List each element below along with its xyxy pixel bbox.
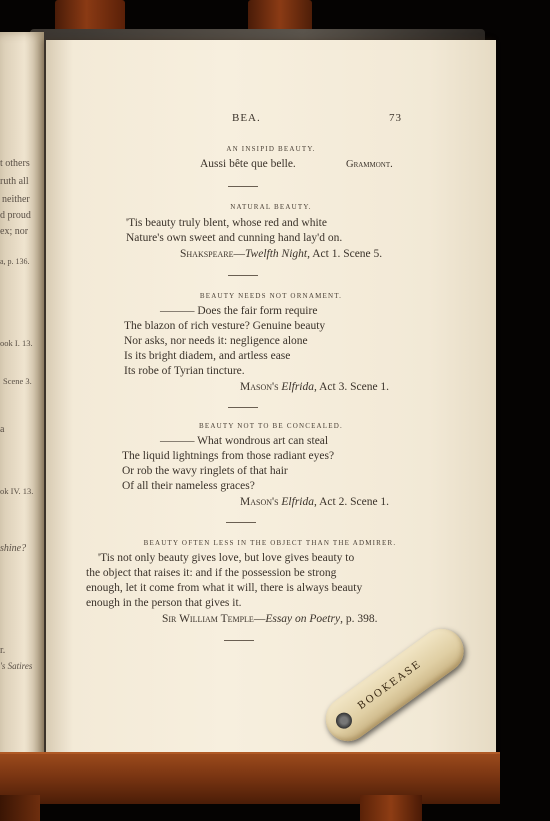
quote-line: The blazon of rich vesture? Genuine beauty xyxy=(124,320,326,332)
attribution-work: Elfrida xyxy=(281,496,314,508)
left-fragment: ok IV. 13. xyxy=(0,486,34,496)
easel-leg-right xyxy=(360,795,422,821)
quote-line: the object that raises it: and if the possession be strong xyxy=(86,567,337,579)
attribution-rest: , Act 2. Scene 1. xyxy=(314,496,390,508)
entry-heading: BEAUTY NOT TO BE CONCEALED. xyxy=(199,422,343,430)
left-fragment: ook I. 13. xyxy=(0,338,33,348)
attribution-work: Elfrida xyxy=(281,381,314,393)
quote-line: Aussi bête que belle. xyxy=(200,158,296,170)
left-fragment: t others xyxy=(0,158,30,169)
left-fragment: ex; nor xyxy=(0,226,29,237)
page-number: 73 xyxy=(389,112,402,124)
entry-heading: NATURAL BEAUTY. xyxy=(230,203,312,211)
quote-line: 'Tis beauty truly blent, whose red and white xyxy=(126,217,327,229)
quote-line: ——— What wondrous art can steal xyxy=(160,435,329,447)
quote-line: Or rob the wavy ringlets of that hair xyxy=(122,465,288,477)
left-fragment: 's Satires xyxy=(0,661,33,671)
left-fragment: neither xyxy=(2,194,30,205)
attribution-rest: , Act 3. Scene 1. xyxy=(314,381,390,393)
clip-brand: BOOKEASE xyxy=(356,658,425,713)
running-head: BEA. xyxy=(232,112,261,124)
quote-line: 'Tis not only beauty gives love, but love gives beauty to xyxy=(98,552,355,564)
quote-line: Is its bright diadem, and artless ease xyxy=(124,350,291,362)
attribution-author: Shakspeare xyxy=(180,248,234,260)
quote-line: enough, let it come from what it will, there is always beauty xyxy=(86,582,363,594)
entry-heading: BEAUTY NEEDS NOT ORNAMENT. xyxy=(199,292,343,300)
quote-line: Nor asks, nor needs it: negligence alone xyxy=(124,335,308,347)
attribution: Shakspeare—Twelfth Night, Act 1. Scene 5. xyxy=(180,248,383,260)
left-fragment: Scene 3. xyxy=(3,376,32,386)
left-fragment: shine? xyxy=(0,543,27,554)
quote-line: Its robe of Tyrian tincture. xyxy=(124,365,245,377)
attribution: Sir William Temple—Essay on Poetry, p. 398. xyxy=(162,613,378,625)
attribution-author: Mason's xyxy=(240,496,279,508)
quote-line: Of all their nameless graces? xyxy=(122,480,255,492)
quote-line: ——— Does the fair form require xyxy=(160,305,318,317)
attribution-author: Sir William Temple xyxy=(162,613,254,625)
attribution-author: Mason's xyxy=(240,381,279,393)
left-fragment: a xyxy=(0,424,5,435)
easel-leg-left xyxy=(0,795,40,821)
attribution xyxy=(240,381,389,393)
left-fragment: a, p. 136. xyxy=(0,257,30,266)
attribution-rest: , Act 1. Scene 5. xyxy=(307,248,383,260)
clip-rivet-icon xyxy=(333,709,355,731)
left-fragment: d proud xyxy=(0,210,31,221)
left-fragment: ruth all xyxy=(0,176,29,187)
easel-ledge xyxy=(0,752,500,804)
divider xyxy=(226,522,256,523)
attribution xyxy=(240,496,389,508)
quote-line: The liquid lightnings from those radiant eyes? xyxy=(122,450,335,462)
attribution-work: Essay on Poetry xyxy=(265,613,341,625)
divider xyxy=(228,407,258,408)
attribution: Grammont. xyxy=(346,159,393,170)
divider xyxy=(228,275,258,276)
entry-heading: AN INSIPID BEAUTY. xyxy=(226,145,316,153)
divider xyxy=(228,186,258,187)
attribution-rest: , p. 398. xyxy=(340,613,378,625)
attribution-work: Twelfth Night xyxy=(245,248,308,260)
divider xyxy=(224,640,254,641)
left-fragment: r. xyxy=(0,645,6,656)
quote-line: enough in the person that gives it. xyxy=(86,597,242,609)
entry-heading: BEAUTY OFTEN LESS IN THE OBJECT THAN THE ADMIRER. xyxy=(143,539,397,547)
quote-line: Nature's own sweet and cunning hand lay'd on. xyxy=(126,232,343,244)
